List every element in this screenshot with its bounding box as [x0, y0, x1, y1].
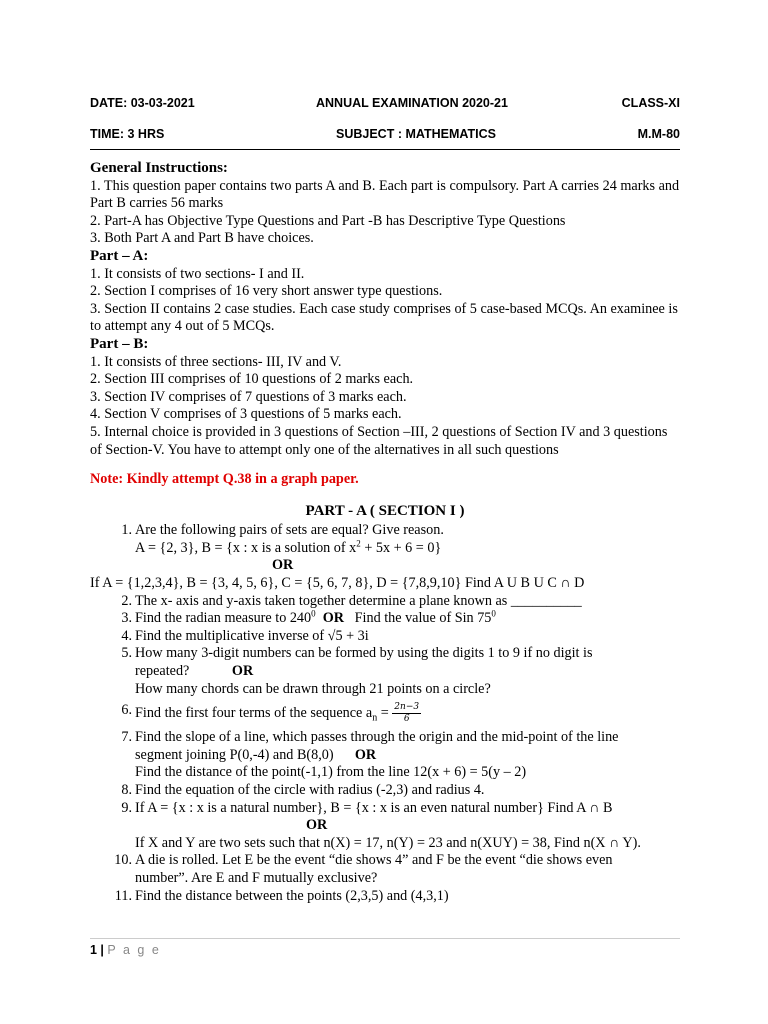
question-5-cont	[90, 663, 680, 681]
exam-subject: SUBJECT : MATHEMATICS	[336, 127, 496, 141]
question-text: If A = {x : x is a natural number}, B = {x : x is an even natural number} Find A ∩ B	[135, 799, 613, 816]
instruction-line: 2. Part-A has Objective Type Questions and Part -B has Descriptive Type Questions	[90, 212, 566, 229]
graph-paper-note: Note: Kindly attempt Q.38 in a graph paper.	[90, 471, 359, 488]
part-b-line: 1. It consists of three sections- III, IV and V.	[90, 353, 342, 370]
question-number: 9.	[121, 799, 132, 816]
question-text: Find the slope of a line, which passes through the origin and the mid-point of the line	[135, 729, 619, 746]
section-title: PART - A ( SECTION I )	[305, 502, 465, 519]
degree-superscript: 0	[491, 608, 496, 619]
question-7	[90, 729, 680, 747]
question-10	[90, 852, 680, 870]
part-a-line: 1. It consists of two sections- I and II.	[90, 265, 305, 282]
page-separator: |	[96, 943, 108, 957]
question-text: Are the following pairs of sets are equal? Give reason.	[135, 522, 444, 539]
instruction-line: 1. This question paper contains two parts A and B. Each part is compulsory. Part A carries 24 marks and Part B carries 56 marks	[90, 177, 680, 212]
subscript: n	[372, 712, 378, 724]
question-1-alternative: If A = {1,2,3,4}, B = {3, 4, 5, 6}, C = {5, 6, 7, 8}, D = {7,8,9,10} Find A U B U C ∩ D	[90, 575, 585, 592]
question-5	[90, 645, 680, 663]
part-b-title: Part – B:	[90, 335, 149, 352]
question-text: Find the equation of the circle with radius (-2,3) and radius 4.	[135, 782, 485, 798]
paper-body	[90, 160, 680, 905]
question-6	[90, 702, 680, 725]
question-8	[90, 782, 680, 800]
part-a-line: 2. Section I comprises of 16 very short answer type questions.	[90, 283, 443, 300]
page-label: P a g e	[107, 943, 161, 957]
question-number: 4.	[121, 627, 132, 644]
question-number: 3.	[121, 610, 132, 627]
question-number: 8.	[121, 782, 132, 798]
exam-time: TIME: 3 HRS	[90, 127, 165, 141]
question-4	[90, 628, 680, 646]
page-number: 1	[90, 943, 97, 957]
question-3	[90, 610, 680, 628]
question-9	[90, 800, 680, 818]
question-number: 7.	[121, 729, 132, 746]
exponent: 2	[356, 538, 361, 549]
question-number: 2.	[121, 592, 132, 609]
fraction-numerator: 2n−3	[394, 702, 420, 713]
fraction	[392, 702, 421, 725]
part-b-line: 4. Section V comprises of 3 questions of 5 marks each.	[90, 406, 402, 423]
question-text: repeated?	[135, 663, 190, 680]
question-number: 10.	[114, 852, 132, 869]
question-text: A die is rolled. Let E be the event “die shows 4” and F be the event “die shows even	[135, 852, 613, 869]
question-text: A = {2, 3}, B = {x : x is a solution of x	[135, 539, 357, 556]
or-label: OR	[354, 746, 377, 763]
question-number: 6.	[121, 702, 132, 719]
or-label: OR	[322, 610, 344, 627]
question-9-alternative: If X and Y are two sets such that n(X) = 17, n(Y) = 23 and n(XUY) = 38, Find n(X ∩ Y).	[135, 834, 641, 851]
exam-max-marks: M.M-80	[637, 127, 680, 141]
or-label: OR	[231, 663, 254, 680]
header-divider	[90, 149, 680, 150]
question-text: Find the radian measure to 240	[135, 610, 312, 627]
question-1-sets	[90, 540, 680, 558]
part-b-line: 3. Section IV comprises of 7 questions of 3 marks each.	[90, 388, 407, 405]
question-text: Find the distance between the points (2,3,5) and (4,3,1)	[135, 887, 449, 904]
exam-date: DATE: 03-03-2021	[90, 96, 195, 110]
question-text: Find the multiplicative inverse of √5 + 3i	[135, 627, 369, 644]
question-text: How many 3-digit numbers can be formed by using the digits 1 to 9 if no digit is	[135, 645, 593, 662]
exam-title: ANNUAL EXAMINATION 2020-21	[316, 96, 508, 110]
part-a-line: 3. Section II contains 2 case studies. Each case study comprises of 5 case-based MCQs. An examinee is to attempt any 4 out of 5 MCQs.	[90, 300, 678, 335]
question-number: 1.	[121, 522, 132, 539]
instruction-line: 3. Both Part A and Part B have choices.	[90, 230, 314, 247]
or-label: OR	[272, 557, 294, 574]
degree-superscript: 0	[311, 608, 316, 619]
or-label: OR	[306, 817, 328, 834]
question-number: 5.	[121, 645, 132, 662]
general-instructions-title: General Instructions:	[90, 160, 228, 176]
question-number: 11.	[114, 887, 132, 904]
part-b-line: 5. Internal choice is provided in 3 questions of Section –III, 2 questions of Section IV and 3 questions of Section-V. You have to attempt only one of the alternatives in all such questions	[90, 423, 668, 458]
question-10-cont: number”. Are E and F mutually exclusive?	[135, 869, 378, 886]
question-11	[90, 888, 680, 906]
equals-sign: =	[377, 704, 393, 721]
question-text: Find the first four terms of the sequence a	[135, 704, 373, 721]
page-footer	[90, 938, 680, 957]
question-7-alternative: Find the distance of the point(-1,1) from the line 12(x + 6) = 5(y – 2)	[135, 764, 527, 781]
question-7-cont	[90, 747, 680, 765]
question-text: + 5x + 6 = 0}	[360, 539, 442, 556]
question-text: segment joining P(0,-4) and B(8,0)	[135, 746, 334, 763]
part-b-line: 2. Section III comprises of 10 questions of 2 marks each.	[90, 371, 414, 388]
question-1	[90, 522, 680, 540]
fraction-denominator: 6	[403, 714, 410, 725]
question-text: The x- axis and y-axis taken together determine a plane known as __________	[135, 592, 582, 609]
question-text: Find the value of Sin 75	[354, 610, 492, 627]
question-5-alternative: How many chords can be drawn through 21 points on a circle?	[135, 680, 491, 697]
part-a-title: Part – A:	[90, 247, 149, 264]
exam-class: CLASS-XI	[621, 96, 680, 110]
question-2	[90, 593, 680, 611]
